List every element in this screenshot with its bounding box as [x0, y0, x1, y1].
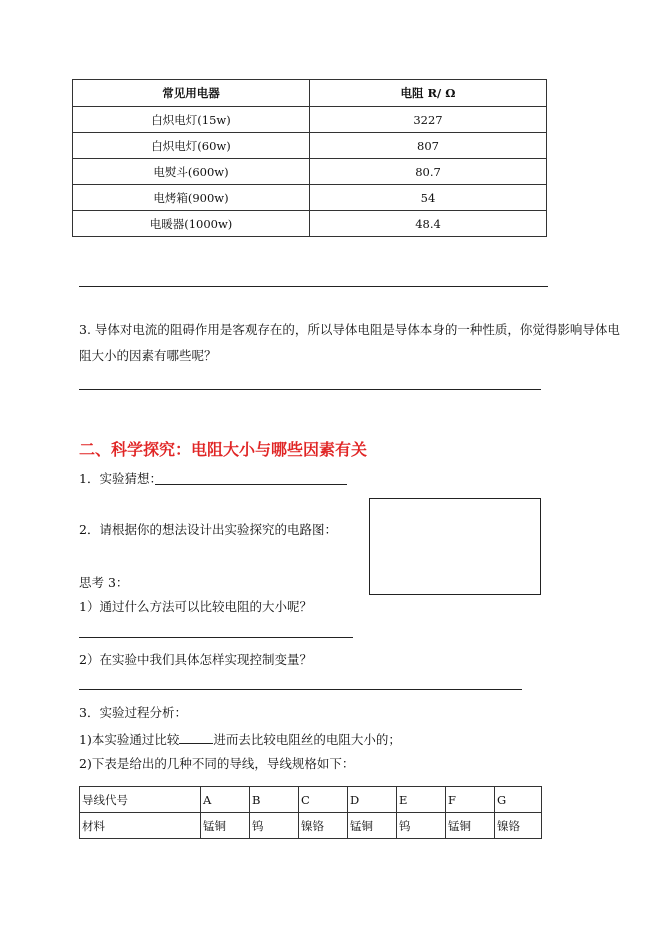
resistance-cell: 3227	[310, 107, 547, 133]
material-header: 材料	[80, 813, 201, 839]
material-cell: 钨	[397, 813, 446, 839]
wire-code-cell: D	[348, 787, 397, 813]
material-cell: 镍铬	[495, 813, 542, 839]
resistance-cell: 48.4	[310, 211, 547, 237]
table-row	[80, 813, 542, 839]
table-row	[73, 133, 547, 159]
header-appliance: 常见用电器	[73, 80, 310, 107]
wire-code-cell: B	[250, 787, 299, 813]
analysis-line1	[79, 731, 401, 748]
appliance-cell: 电暖器(1000w)	[73, 211, 310, 237]
section-title: 二、科学探究：电阻大小与哪些因素有关	[79, 440, 368, 459]
think-question2: 2）在实验中我们具体怎样实现控制变量？	[79, 652, 312, 667]
appliance-cell: 白炽电灯(60w)	[73, 133, 310, 159]
material-cell: 钨	[250, 813, 299, 839]
material-cell: 锰铜	[201, 813, 250, 839]
analysis-blank	[179, 731, 213, 744]
circuit-design-label: 2．请根据你的想法设计出实验探究的电路图：	[79, 522, 337, 537]
wire-code-cell: G	[495, 787, 542, 813]
analysis-line1-before: 1)本实验通过比较	[79, 732, 180, 747]
hypothesis-label: 1．实验猜想：	[79, 471, 162, 486]
table-row	[80, 787, 542, 813]
appliance-cell: 电烤箱(900w)	[73, 185, 310, 211]
resistance-table	[72, 79, 547, 237]
material-cell: 锰铜	[446, 813, 495, 839]
header-resistance: 电阻 R/ Ω	[310, 80, 547, 107]
analysis-line2: 2)下表是给出的几种不同的导线，导线规格如下：	[79, 756, 355, 771]
material-cell: 镍铬	[299, 813, 348, 839]
table-row	[73, 185, 547, 211]
appliance-cell: 白炽电灯(15w)	[73, 107, 310, 133]
think-label: 思考 3：	[79, 575, 129, 590]
answer-line	[79, 689, 522, 690]
table-row	[73, 211, 547, 237]
answer-line	[79, 286, 548, 287]
circuit-diagram-box	[369, 498, 541, 595]
wire-code-cell: E	[397, 787, 446, 813]
resistance-cell: 80.7	[310, 159, 547, 185]
resistance-cell: 807	[310, 133, 547, 159]
appliance-cell: 电熨斗(600w)	[73, 159, 310, 185]
table-header-row	[73, 80, 547, 107]
wire-code-cell: A	[201, 787, 250, 813]
question3-line1: 3. 导体对电流的阻碍作用是客观存在的，所以导体电阻是导体本身的一种性质，你觉得影响导体电	[79, 322, 620, 337]
answer-line	[79, 637, 353, 638]
material-cell: 锰铜	[348, 813, 397, 839]
hypothesis-blank	[155, 484, 347, 485]
wire-table	[79, 786, 542, 839]
wire-code-header: 导线代号	[80, 787, 201, 813]
answer-line	[79, 389, 541, 390]
think-question1: 1）通过什么方法可以比较电阻的大小呢？	[79, 599, 312, 614]
analysis-line1-after: 进而去比较电阻丝的电阻大小的；	[213, 732, 401, 747]
wire-code-cell: C	[299, 787, 348, 813]
question3-line2: 阻大小的因素有哪些呢？	[79, 348, 217, 363]
table-row	[73, 107, 547, 133]
resistance-cell: 54	[310, 185, 547, 211]
table-row	[73, 159, 547, 185]
wire-code-cell: F	[446, 787, 495, 813]
process-analysis-label: 3．实验过程分析：	[79, 705, 187, 720]
